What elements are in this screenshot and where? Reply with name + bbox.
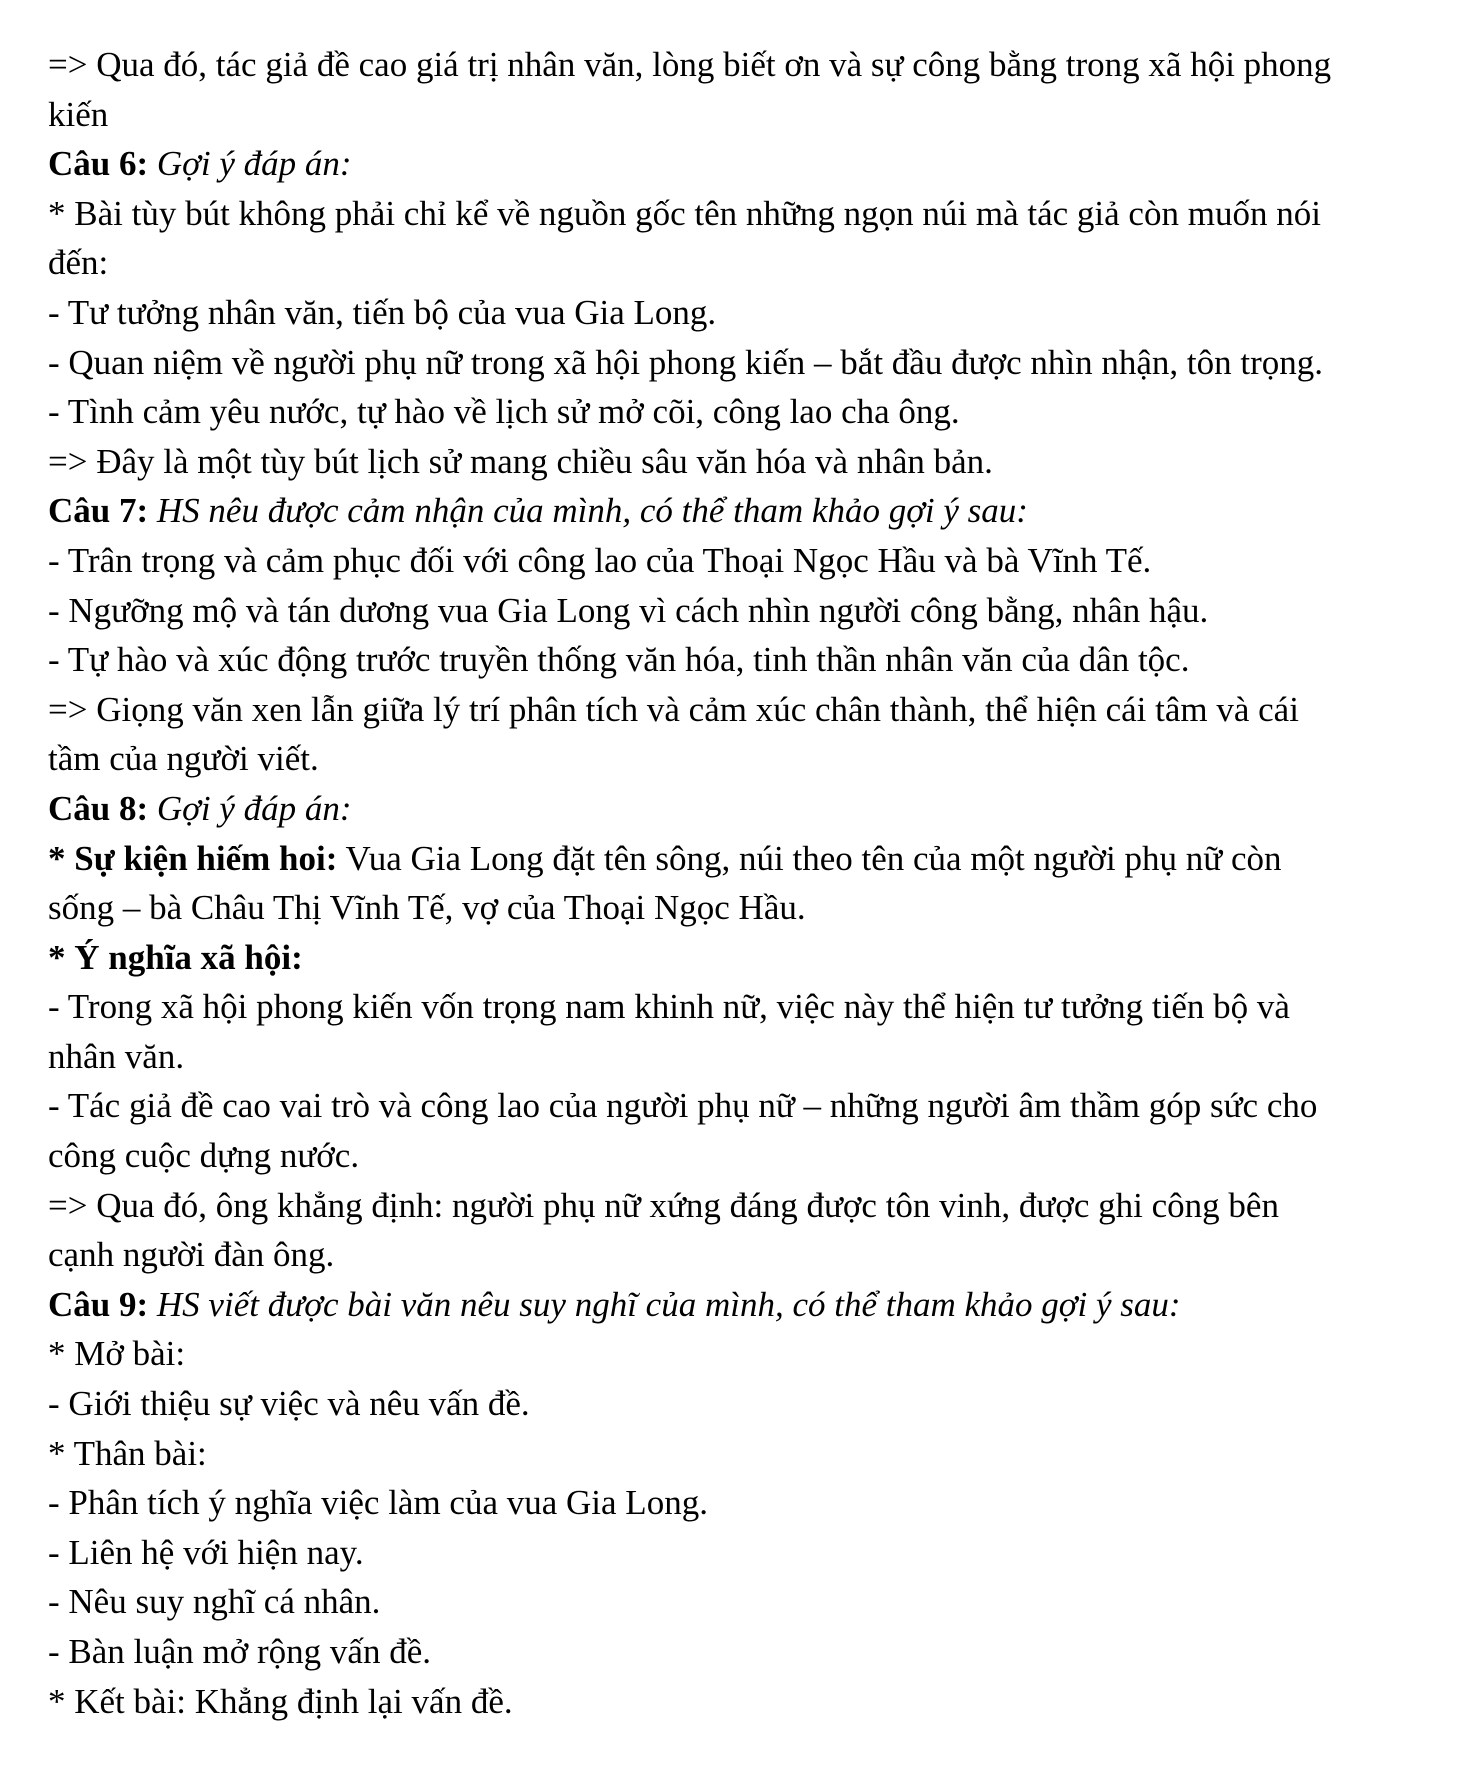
list-item: - Quan niệm về người phụ nữ trong xã hội phong kiến – bắt đầu được nhìn nhận, tôn trọng.: [48, 342, 1323, 382]
list-item: - Bàn luận mở rộng vấn đề.: [48, 1632, 432, 1671]
list-item: - Tình cảm yêu nước, tự hào về lịch sử mở cõi, công lao cha ông.: [48, 392, 960, 432]
text-line: => Qua đó, ông khẳng định: người phụ nữ xứng đáng được tôn vinh, được ghi công bên: [48, 1185, 1279, 1225]
list-item: - Giới thiệu sự việc và nêu vấn đề.: [48, 1384, 530, 1424]
text-line: cạnh người đàn ông.: [48, 1235, 335, 1275]
question-7-conclusion: [48, 685, 1416, 784]
question-label: Câu 8:: [48, 788, 149, 828]
question-label: Câu 7:: [48, 491, 149, 531]
body-label: * Thân bài:: [48, 1433, 207, 1473]
question-8-heading: [48, 784, 1416, 834]
list-item: - Trân trọng và cảm phục đối với công lao của Thoại Ngọc Hầu và bà Vĩnh Tế.: [48, 540, 1152, 580]
question-8-conclusion: [48, 1181, 1416, 1280]
text-line: * Bài tùy bút không phải chỉ kể về nguồn gốc tên những ngọn núi mà tác giả còn muốn nói: [48, 193, 1321, 233]
text-line: sống – bà Châu Thị Vĩnh Tế, vợ của Thoại Ngọc Hầu.: [48, 888, 806, 928]
text-line: kiến: [48, 94, 109, 134]
list-item: - Nêu suy nghĩ cá nhân.: [48, 1582, 381, 1622]
list-item: - Tư tưởng nhân văn, tiến bộ của vua Gia Long.: [48, 292, 717, 332]
humanistic-value-conclusion: [48, 40, 1416, 139]
question-6-conclusion: => Đây là một tùy bút lịch sử mang chiều sâu văn hóa và nhân bản.: [48, 441, 993, 481]
social-meaning-label: * Ý nghĩa xã hội:: [48, 937, 303, 977]
text-line: tầm của người viết.: [48, 739, 319, 779]
rare-event-text: Vua Gia Long đặt tên sông, núi theo tên của một người phụ nữ còn: [345, 838, 1282, 878]
question-hint: Gợi ý đáp án:: [156, 788, 352, 828]
text-line: công cuộc dựng nước.: [48, 1136, 360, 1176]
text-line: [48, 834, 1416, 884]
opening-label: * Mở bài:: [48, 1334, 186, 1374]
rare-event-label: * Sự kiện hiếm hoi:: [48, 838, 338, 878]
question-6-heading: [48, 139, 1416, 189]
question-7-heading: [48, 486, 1416, 536]
question-label: Câu 6:: [48, 144, 149, 184]
list-item: - Liên hệ với hiện nay.: [48, 1532, 364, 1572]
question-hint: Gợi ý đáp án:: [156, 144, 352, 184]
text-line: đến:: [48, 243, 109, 283]
list-item: - Ngưỡng mộ và tán dương vua Gia Long vì cách nhìn người công bằng, nhân hậu.: [48, 590, 1209, 630]
text-line: => Qua đó, tác giả đề cao giá trị nhân văn, lòng biết ơn và sự công bằng trong xã hội phong: [48, 45, 1332, 84]
question-label: Câu 9:: [48, 1284, 149, 1324]
closing-line: * Kết bài: Khẳng định lại vấn đề.: [48, 1681, 513, 1721]
list-item: [48, 982, 1416, 1081]
list-item: - Tự hào và xúc động trước truyền thống văn hóa, tinh thần nhân văn của dân tộc.: [48, 640, 1190, 680]
question-hint: HS viết được bài văn nêu suy nghĩ của mình, có thể tham khảo gợi ý sau:: [156, 1284, 1181, 1324]
question-6-intro: [48, 189, 1416, 288]
question-9-heading: [48, 1280, 1416, 1330]
list-item: - Phân tích ý nghĩa việc làm của vua Gia Long.: [48, 1483, 708, 1523]
list-item: [48, 1081, 1416, 1180]
text-line: nhân văn.: [48, 1036, 185, 1076]
text-line: => Giọng văn xen lẫn giữa lý trí phân tích và cảm xúc chân thành, thể hiện cái tâm và cái: [48, 689, 1299, 729]
text-line: - Trong xã hội phong kiến vốn trọng nam khinh nữ, việc này thể hiện tư tưởng tiến bộ và: [48, 987, 1290, 1027]
rare-event-paragraph: [48, 834, 1416, 933]
text-line: - Tác giả đề cao vai trò và công lao của người phụ nữ – những người âm thầm góp sức cho: [48, 1086, 1318, 1126]
question-hint: HS nêu được cảm nhận của mình, có thể tham khảo gợi ý sau:: [156, 491, 1028, 531]
